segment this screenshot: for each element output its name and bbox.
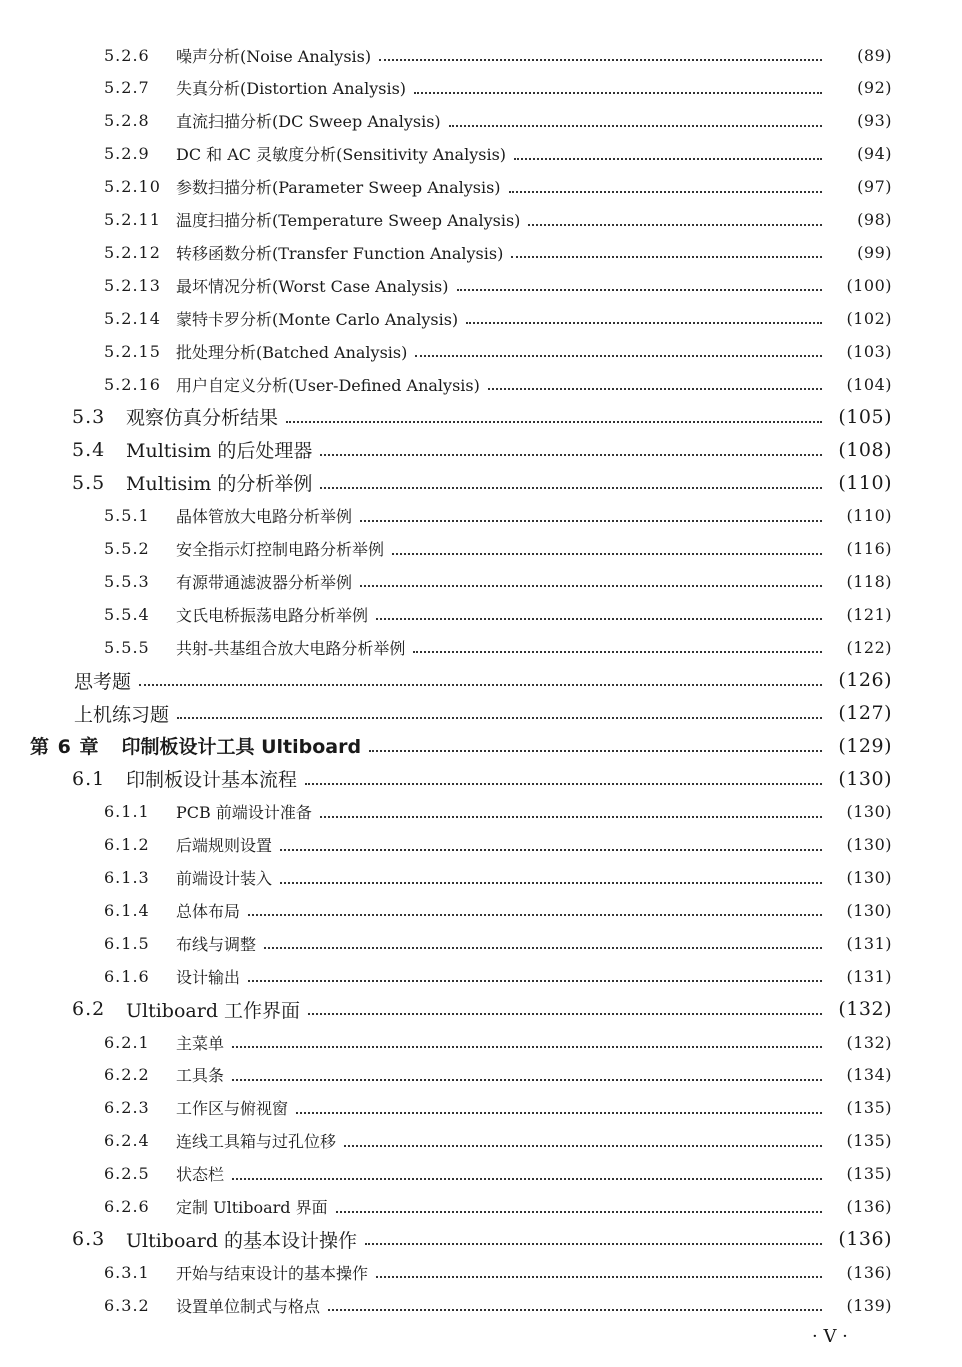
toc-entry[interactable]: [0, 172, 892, 202]
dot-leader: [379, 59, 822, 61]
toc-entry-title: 开始与结束设计的基本操作: [176, 1263, 369, 1283]
toc-entry-title: 主菜单: [176, 1033, 225, 1053]
toc-entry-page: (116): [846, 539, 892, 558]
dot-leader: [415, 355, 822, 357]
toc-entry-page: (132): [846, 1032, 892, 1052]
toc-entry[interactable]: [0, 435, 892, 465]
toc-entry-title: DC 和 AC 灵敏度分析(Sensitivity Analysis): [176, 145, 507, 165]
toc-entry[interactable]: [0, 205, 892, 235]
toc-entry[interactable]: [0, 1224, 892, 1254]
toc-entry-number: 6.2.1: [104, 1032, 150, 1052]
toc-entry[interactable]: [0, 566, 892, 596]
toc-entry[interactable]: [0, 270, 892, 300]
toc-entry[interactable]: [0, 237, 892, 267]
toc-entry-title: 有源带通滤波器分析举例: [176, 572, 353, 592]
toc-entry[interactable]: [0, 1093, 892, 1123]
toc-entry[interactable]: [0, 1060, 892, 1090]
toc-entry-title: 批处理分析(Batched Analysis): [176, 342, 408, 362]
toc-entry-page: (130): [846, 802, 892, 822]
toc-entry-number: 6.1.2: [104, 835, 150, 855]
toc-entry-title: 设计输出: [176, 967, 241, 987]
toc-entry-title: 晶体管放大电路分析举例: [176, 507, 353, 527]
dot-leader: [280, 849, 822, 851]
toc-entry-title: 噪声分析(Noise Analysis): [176, 46, 372, 66]
dot-leader: [457, 289, 823, 291]
toc-entry-number: 5.2.11: [104, 210, 161, 229]
toc-entry-number: 5.2.13: [104, 275, 161, 295]
toc-entry-page: (127): [838, 702, 892, 724]
toc-entry[interactable]: [0, 1257, 892, 1287]
toc-entry-page: (130): [846, 835, 892, 855]
toc-entry-title: 总体布局: [176, 901, 241, 921]
toc-entry[interactable]: [0, 40, 892, 70]
toc-entry-number: 5.5.4: [104, 604, 150, 624]
toc-entry-title: 状态栏: [176, 1165, 225, 1185]
toc-entry-page: (135): [846, 1164, 892, 1184]
dot-leader: [344, 1145, 822, 1147]
toc-entry-number: 5.2.16: [104, 374, 161, 394]
toc-entry-title: 直流扫描分析(DC Sweep Analysis): [176, 112, 441, 132]
toc-entry-page: (98): [857, 210, 892, 229]
toc-entry[interactable]: [0, 369, 892, 399]
toc-entry-number: 6.3.2: [104, 1295, 150, 1315]
toc-entry-title: Ultiboard 的基本设计操作: [126, 1229, 358, 1252]
dot-leader: [376, 1276, 822, 1278]
toc-entry[interactable]: [0, 830, 892, 860]
toc-entry[interactable]: [0, 139, 892, 169]
toc-entry-page: (132): [838, 998, 892, 1021]
toc-entry-title: 设置单位制式与格点: [176, 1296, 321, 1316]
dot-leader: [365, 1243, 822, 1245]
toc-entry-page: (99): [857, 242, 892, 262]
toc-entry[interactable]: [0, 534, 892, 564]
toc-entry[interactable]: [0, 599, 892, 629]
toc-entry[interactable]: [0, 731, 892, 761]
dot-leader: [509, 191, 822, 193]
toc-entry-title: 观察仿真分析结果: [126, 407, 279, 430]
toc-entry-page: (108): [838, 438, 892, 461]
toc-entry-page: (93): [857, 111, 892, 131]
toc-entry-number: 第 6 章: [30, 736, 100, 759]
toc-entry-number: 6.3.1: [104, 1262, 150, 1282]
toc-entry-page: (130): [846, 900, 892, 920]
toc-entry-number: 5.2.9: [104, 144, 150, 164]
dot-leader: [286, 421, 822, 423]
dot-leader: [232, 1079, 822, 1081]
dot-leader: [369, 750, 822, 752]
dot-leader: [328, 1309, 822, 1311]
toc-entry-page: (103): [846, 341, 892, 361]
toc-entry-title: 上机练习题: [74, 703, 170, 726]
dot-leader: [280, 882, 822, 884]
dot-leader: [514, 158, 822, 160]
toc-entry-number: 6.1: [72, 767, 106, 790]
toc-entry-number: 5.5.3: [104, 571, 150, 591]
dot-leader: [528, 224, 822, 226]
toc-entry-page: (94): [857, 144, 892, 164]
dot-leader: [488, 388, 822, 390]
toc-entry-title: 蒙特卡罗分析(Monte Carlo Analysis): [176, 309, 459, 329]
toc-entry-number: 6.2.4: [104, 1131, 150, 1151]
toc-entry-page: (102): [846, 308, 892, 328]
toc-entry-page: (126): [838, 669, 892, 692]
toc-entry-title: 转移函数分析(Transfer Function Analysis): [176, 243, 504, 263]
dot-leader: [414, 92, 822, 94]
toc-entry-number: 5.2.10: [104, 177, 161, 197]
dot-leader: [413, 651, 822, 653]
toc-entry-title: 用户自定义分析(User-Defined Analysis): [176, 375, 480, 395]
toc-entry-page: (131): [846, 933, 892, 953]
toc-entry[interactable]: [0, 1126, 892, 1156]
toc-entry-title: 前端设计装入: [176, 869, 273, 888]
toc-entry-page: (100): [846, 275, 892, 295]
page-number-footer: · V ·: [812, 1326, 848, 1347]
toc-entry-number: 6.2.3: [104, 1098, 150, 1118]
toc-entry-title: 温度扫描分析(Temperature Sweep Analysis): [176, 211, 521, 230]
dot-leader: [177, 717, 822, 719]
toc-entry-title: 思考题: [74, 670, 132, 693]
toc-entry-title: 安全指示灯控制电路分析举例: [176, 540, 385, 559]
toc-entry-title: 布线与调整: [176, 934, 257, 954]
toc-entry-number: 6.2.6: [104, 1197, 150, 1216]
dot-leader: [320, 454, 822, 456]
toc-entry-page: (97): [857, 177, 892, 197]
toc-entry-number: 5.2.15: [104, 341, 161, 361]
dot-leader: [308, 1013, 822, 1015]
toc-entry-number: 6.1.1: [104, 802, 150, 822]
toc-entry[interactable]: [0, 632, 892, 662]
toc-entry-number: 6.2.2: [104, 1065, 150, 1085]
toc-entry[interactable]: [0, 1027, 892, 1057]
toc-entry-page: (122): [846, 637, 892, 657]
toc-entry-number: 6.1.3: [104, 868, 150, 887]
toc-entry-page: (118): [846, 571, 892, 591]
dot-leader: [305, 783, 822, 785]
toc-entry-number: 5.5.5: [104, 637, 150, 657]
toc-entry-page: (92): [857, 78, 892, 98]
toc-entry[interactable]: [0, 994, 892, 1024]
toc-entry[interactable]: [0, 402, 892, 432]
dot-leader: [376, 618, 822, 620]
dot-leader: [248, 914, 822, 916]
toc-entry-page: (136): [846, 1262, 892, 1282]
toc-entry[interactable]: [0, 764, 892, 794]
toc-entry-page: (110): [846, 506, 892, 526]
toc-entry-number: 5.2.7: [104, 78, 150, 98]
toc-entry-page: (130): [846, 868, 892, 887]
toc-entry-page: (136): [846, 1197, 892, 1216]
toc-entry-page: (89): [857, 45, 892, 65]
toc-entry-title: Multisim 的后处理器: [126, 440, 313, 463]
toc-entry-title: PCB 前端设计准备: [176, 803, 312, 823]
dot-leader: [232, 1178, 822, 1180]
dot-leader: [360, 585, 822, 587]
toc-entry-number: 5.5: [72, 471, 106, 494]
toc-entry[interactable]: [0, 106, 892, 136]
toc-entry-number: 6.2.5: [104, 1164, 150, 1184]
toc-entry-title: 文氏电桥振荡电路分析举例: [176, 605, 369, 625]
toc-entry-title: Multisim 的分析举例: [126, 473, 313, 496]
toc-entry[interactable]: [0, 1192, 892, 1222]
toc-entry-title: 工作区与俯视窗: [176, 1099, 289, 1119]
toc-entry[interactable]: [0, 1290, 892, 1320]
dot-leader: [320, 487, 822, 489]
toc-entry-title: 共射-共基组合放大电路分析举例: [176, 638, 406, 658]
dot-leader: [360, 520, 822, 522]
toc-entry-number: 6.1.5: [104, 933, 150, 953]
dot-leader: [336, 1211, 822, 1213]
toc-entry[interactable]: [0, 303, 892, 333]
toc-entry-title: 印制板设计基本流程: [126, 769, 298, 792]
toc-entry[interactable]: [0, 698, 892, 728]
toc-entry[interactable]: [0, 501, 892, 531]
toc-entry-page: (139): [846, 1295, 892, 1315]
toc-entry-title: Ultiboard 工作界面: [126, 999, 301, 1022]
dot-leader: [139, 684, 822, 686]
toc-entry-title: 工具条: [176, 1066, 225, 1086]
toc-entry-number: 6.3: [72, 1228, 106, 1251]
toc-entry-title: 参数扫描分析(Parameter Sweep Analysis): [176, 178, 501, 198]
toc-entry[interactable]: [0, 895, 892, 925]
dot-leader: [466, 322, 822, 324]
toc-entry-title: 定制 Ultiboard 界面: [176, 1198, 328, 1217]
toc-entry-title: 印制板设计工具 Ultiboard: [121, 736, 362, 759]
toc-entry-title: 连线工具箱与过孔位移: [176, 1132, 337, 1152]
toc-entry[interactable]: [0, 863, 892, 893]
dot-leader: [232, 1046, 822, 1048]
toc-entry-number: 5.4: [72, 438, 106, 461]
toc-entry-page: (129): [838, 734, 892, 757]
toc-entry-number: 5.5.1: [104, 506, 150, 526]
toc-entry-page: (131): [846, 966, 892, 986]
toc-entry-number: 6.1.4: [104, 900, 150, 920]
toc-entry-number: 5.2.8: [104, 111, 150, 131]
toc-entry-title: 最坏情况分析(Worst Case Analysis): [176, 276, 449, 296]
toc-entry-number: 5.2.6: [104, 45, 150, 65]
dot-leader: [449, 125, 822, 127]
toc-entry[interactable]: [0, 797, 892, 827]
toc-entry-number: 5.5.2: [104, 539, 150, 558]
dot-leader: [511, 256, 822, 258]
toc-entry-number: 5.3: [72, 405, 106, 428]
dot-leader: [392, 553, 822, 555]
toc-entry[interactable]: [0, 468, 892, 498]
dot-leader: [248, 980, 822, 982]
toc-entry-page: (135): [846, 1131, 892, 1151]
toc-entry[interactable]: [0, 961, 892, 991]
dot-leader: [296, 1112, 822, 1114]
toc-entry-page: (121): [846, 604, 892, 624]
dot-leader: [264, 947, 822, 949]
toc-entry-page: (135): [846, 1098, 892, 1118]
toc-entry-page: (136): [838, 1228, 892, 1251]
toc-entry-page: (134): [846, 1065, 892, 1085]
toc-entry-page: (130): [838, 767, 892, 790]
toc-entry[interactable]: [0, 1159, 892, 1189]
toc-entry-number: 5.2.14: [104, 308, 161, 328]
toc-entry[interactable]: [0, 928, 892, 958]
toc-entry-page: (105): [838, 405, 892, 428]
toc-entry-title: 后端规则设置: [176, 836, 273, 856]
toc-entry[interactable]: [0, 73, 892, 103]
toc-entry-number: 6.1.6: [104, 966, 150, 986]
toc-entry-page: (110): [838, 471, 892, 494]
toc-entry-title: 失真分析(Distortion Analysis): [176, 79, 407, 99]
toc-entry-page: (104): [846, 374, 892, 394]
toc-entry-number: 5.2.12: [104, 242, 161, 262]
toc-entry[interactable]: [0, 665, 892, 695]
toc-entry-number: 6.2: [72, 998, 106, 1021]
dot-leader: [320, 816, 822, 818]
toc-entry[interactable]: [0, 336, 892, 366]
